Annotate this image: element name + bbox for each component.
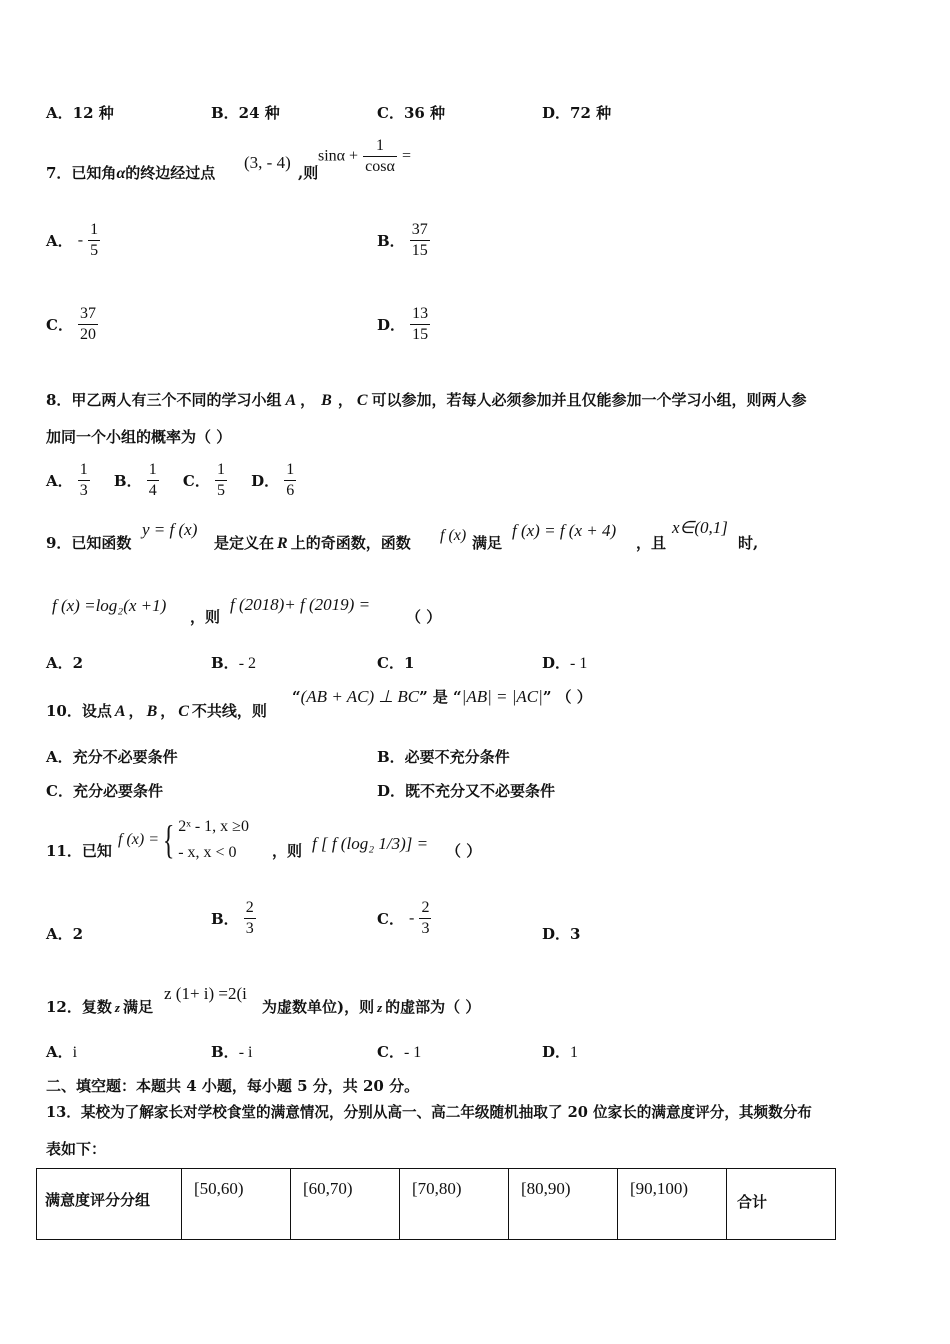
q8-option-d-frac: [284, 460, 296, 501]
q7-option-d-den: 15: [412, 326, 429, 343]
q7-frac-num: 1: [376, 137, 385, 154]
q11-option-d-label: D．: [542, 925, 571, 943]
q9-t2: 上的奇函数，函数: [290, 534, 411, 552]
q11-brace: {: [162, 817, 175, 862]
q10-option-b: B．必要不充分条件: [377, 748, 510, 766]
q10-option-d: D．既不充分又不必要条件: [377, 782, 556, 800]
q7-then: ,则: [298, 164, 319, 182]
q9-y-eq: y = f (x): [142, 520, 198, 539]
q8-option-b-den: 4: [148, 482, 157, 499]
q7-option-c-label: C．: [46, 316, 73, 334]
q7-option-c-den: 20: [80, 326, 97, 343]
q9-option-b: [211, 652, 256, 673]
q11-option-c: [377, 898, 431, 939]
q7-option-b-num: 37: [411, 221, 428, 238]
q12-option-c: [377, 1041, 421, 1062]
q8-sep2: ，: [337, 391, 353, 409]
q7-option-c-frac: [78, 304, 98, 345]
q10-lq1: “: [292, 688, 301, 706]
q6-option-c: C．36 种: [377, 104, 446, 122]
q12-option-d: [542, 1041, 578, 1062]
q12-rest: [262, 996, 480, 1017]
table-interval-cell: [400, 1169, 509, 1240]
q7-option-a-label: A．: [46, 232, 73, 250]
q7-option-a-num: 1: [90, 221, 99, 238]
q11-ask: f [ f (log₂ 1/3)] =: [312, 834, 429, 853]
q9-option-d-label: D．: [542, 654, 571, 672]
q7-option-c: [46, 304, 98, 345]
q9-fx: f (x): [440, 527, 467, 544]
q10-prefix: 10．设点: [46, 702, 112, 720]
q7-option-a-frac: [88, 220, 100, 261]
q12-option-d-label: D．: [542, 1043, 571, 1061]
q10-A: A: [114, 703, 126, 720]
section2-heading: 二、填空题：本题共 4 小题，每小题 5 分，共 20 分。: [46, 1077, 420, 1095]
q11-option-b-frac: [244, 898, 256, 939]
q9-option-c: [377, 652, 414, 673]
q9-period: f (x) = f (x + 4): [512, 521, 617, 540]
q6-option-b: B．24 种: [211, 104, 280, 122]
q9-option-c-label: C．: [377, 654, 404, 672]
q7-frac-den: cosα: [365, 158, 395, 175]
q9-t5: 时,: [738, 534, 759, 552]
q8-option-a-frac: [78, 460, 90, 501]
q13-frequency-table: [36, 1168, 836, 1240]
q12-option-c-label: C．: [377, 1043, 404, 1061]
q7-option-b: [377, 220, 430, 261]
q11-t1: ，则: [272, 842, 303, 860]
q7-eq: =: [401, 147, 412, 165]
table-label: 满意度评分分组: [45, 1191, 151, 1209]
q9-t1: 是定义在: [214, 534, 275, 552]
q10-rq2: ”: [542, 688, 552, 706]
q10-t2: 是: [432, 688, 448, 706]
q12-prefix: 12．复数: [46, 998, 112, 1016]
q8-option-d-label: D．: [251, 472, 280, 490]
q8-line1: [46, 389, 807, 410]
q11-option-c-frac: [419, 898, 431, 939]
q12-option-b: [211, 1041, 252, 1062]
q10-rq1: ”: [419, 688, 428, 706]
q9-prefix: 9．已知函数: [46, 534, 132, 552]
table-total-cell: [727, 1169, 836, 1240]
q9-option-b-value: - 2: [238, 655, 257, 672]
q12-z2: z: [377, 1000, 383, 1015]
q8-option-a-num: 1: [79, 461, 88, 478]
q7-option-d-num: 13: [412, 305, 429, 322]
q9-question: [214, 532, 411, 553]
q8-option-b-num: 1: [148, 461, 157, 478]
q7-option-b-label: B．: [377, 232, 405, 250]
q11-prefix: 11．已知: [46, 842, 112, 860]
q8-option-c-num: 1: [216, 461, 225, 478]
q11-option-c-sign: -: [409, 909, 415, 927]
q7-option-d-frac: [410, 304, 430, 345]
q10-cond2: |AB| = |AC|: [461, 687, 543, 706]
q7-option-c-num: 37: [80, 305, 97, 322]
q7-option-a: [46, 220, 100, 261]
q8-group-b: B: [321, 392, 332, 409]
q9-t3: 满足: [472, 534, 503, 552]
table-row: [37, 1169, 836, 1240]
q11-option-d-value: 3: [570, 925, 581, 943]
q13-line1: 13．某校为了解家长对学校食堂的满意情况，分别从高一、高二年级随机抽取了 20 位家长的满意度评分，其频数分布: [46, 1104, 812, 1121]
q11-fx-eq: f (x) =: [118, 831, 159, 848]
q12-eq: z (1+ i) =2(i: [164, 984, 247, 1003]
q8-group-c: C: [356, 392, 368, 409]
q11-option-c-num: 2: [421, 899, 430, 916]
q7-question: [46, 162, 215, 183]
q7-prefix: 7．已知角: [46, 164, 117, 182]
q8-group-a: A: [285, 392, 297, 409]
q7-expr-frac: [363, 136, 397, 177]
q11-paren: （ ）: [446, 842, 482, 860]
q11-option-b: [211, 898, 256, 939]
q8-line1-b: 可以参加，若每人必须参加并且仅能参加一个学习小组，则两人参: [371, 391, 807, 409]
q11-piecewise: [118, 814, 249, 866]
q8-option-b-label: B．: [113, 472, 142, 490]
q12-option-b-label: B．: [211, 1043, 239, 1061]
q10-question: [46, 700, 267, 721]
q7-option-d: [377, 304, 430, 345]
q10-sep1: ，: [128, 702, 144, 720]
table-interval-4: [80,90): [521, 1179, 571, 1198]
q10-option-a: A．充分不必要条件: [46, 748, 178, 766]
table-interval-1: [50,60): [194, 1179, 244, 1198]
table-interval-cell: [618, 1169, 727, 1240]
q11-option-b-num: 2: [245, 899, 254, 916]
q9-option-a: [46, 652, 83, 673]
q8-line1-a: 8．甲乙两人有三个不同的学习小组: [46, 391, 282, 409]
table-total: 合计: [737, 1193, 768, 1211]
q12-option-d-value: 1: [570, 1044, 579, 1061]
table-interval-5: [90,100): [630, 1179, 689, 1198]
q8-option-c-den: 5: [216, 482, 225, 499]
q8-option-a-label: A．: [46, 472, 73, 490]
q10-B: B: [146, 703, 158, 720]
q11-option-a-label: A．: [46, 925, 73, 943]
q7-option-b-frac: [410, 220, 430, 261]
q8-option-b-frac: [147, 460, 159, 501]
q9-domain: x∈(0,1]: [672, 518, 728, 537]
q10-paren: （ ）: [556, 688, 592, 706]
q7-option-d-label: D．: [377, 316, 406, 334]
q9-paren: （ ）: [406, 608, 442, 626]
q10-option-c: C．充分必要条件: [46, 782, 163, 800]
q9-t4: ，且: [636, 534, 667, 552]
q10-sep2: ，: [160, 702, 176, 720]
q9-ask: f (2018)+ f (2019) =: [230, 595, 371, 614]
q8-option-d-num: 1: [286, 461, 295, 478]
table-interval-cell: [291, 1169, 400, 1240]
q8-options: [46, 460, 296, 501]
q11-cases: [178, 814, 249, 866]
q9-option-a-value: 2: [72, 654, 84, 672]
q9-option-c-value: 1: [403, 654, 415, 672]
q8-line2: 加同一个小组的概率为（ ）: [46, 428, 232, 446]
q12-option-c-value: - 1: [403, 1044, 422, 1061]
q11-option-c-den: 3: [421, 920, 430, 937]
q12-question: [46, 996, 153, 1017]
q12-option-a: [46, 1041, 77, 1062]
q8-sep1: ，: [300, 391, 316, 409]
q11-option-b-den: 3: [245, 920, 254, 937]
q12-t1: 满足: [122, 998, 153, 1016]
q8-option-a-den: 3: [79, 482, 88, 499]
q8-option-d-den: 6: [286, 482, 295, 499]
table-interval-cell: [182, 1169, 291, 1240]
q10-cond: (AB + AC) ⊥ BC: [300, 687, 420, 706]
q7-alpha: α: [116, 165, 126, 182]
q10-condition: [292, 686, 592, 707]
q9-def: f (x) =log₂(x +1): [52, 596, 167, 615]
q7-point: (3, - 4): [244, 153, 291, 172]
q6-option-a: A．12 种: [46, 104, 114, 122]
table-interval-2: [60,70): [303, 1179, 353, 1198]
table-label-cell: [37, 1169, 182, 1240]
q7-expr-sin: sinα +: [318, 147, 359, 165]
q7-mid: 的终边经过点: [125, 164, 216, 182]
q12-t3: 的虚部为（ ）: [385, 998, 481, 1016]
table-interval-3: [70,80): [412, 1179, 462, 1198]
q8-option-c-frac: [215, 460, 227, 501]
q11-option-a: [46, 923, 83, 944]
q7-option-b-den: 15: [411, 242, 428, 259]
q9-R: R: [277, 535, 288, 552]
q12-t2: 为虚数单位)，则: [262, 998, 375, 1016]
q7-option-a-sign: -: [77, 231, 84, 249]
q9-option-b-label: B．: [211, 654, 239, 672]
q10-t1: 不共线，则: [191, 702, 267, 720]
q9-option-a-label: A．: [46, 654, 73, 672]
q9-option-d: [542, 652, 587, 673]
q12-z1: z: [114, 1000, 120, 1015]
q11-option-a-value: 2: [72, 925, 84, 943]
q11-option-c-label: C．: [377, 910, 404, 928]
q7-expression: [318, 136, 411, 177]
q11-option-d: [542, 923, 580, 944]
q13-line2: 表如下：: [46, 1140, 107, 1158]
q12-option-a-value: i: [72, 1044, 78, 1061]
q9-t6: ，则: [190, 608, 221, 626]
q11-option-b-label: B．: [211, 910, 239, 928]
q12-option-b-value: - i: [238, 1044, 253, 1061]
q8-option-c-label: C．: [182, 472, 210, 490]
q10-lq2: “: [453, 688, 462, 706]
q6-option-d: D．72 种: [542, 104, 612, 122]
q11-case1: 2ˣ - 1, x ≥0: [178, 818, 249, 835]
q12-option-a-label: A．: [46, 1043, 73, 1061]
q10-C: C: [178, 703, 189, 720]
q11-case2: - x, x < 0: [178, 844, 237, 861]
q7-option-a-den: 5: [90, 242, 99, 259]
table-interval-cell: [509, 1169, 618, 1240]
q9-option-d-value: - 1: [570, 655, 588, 672]
